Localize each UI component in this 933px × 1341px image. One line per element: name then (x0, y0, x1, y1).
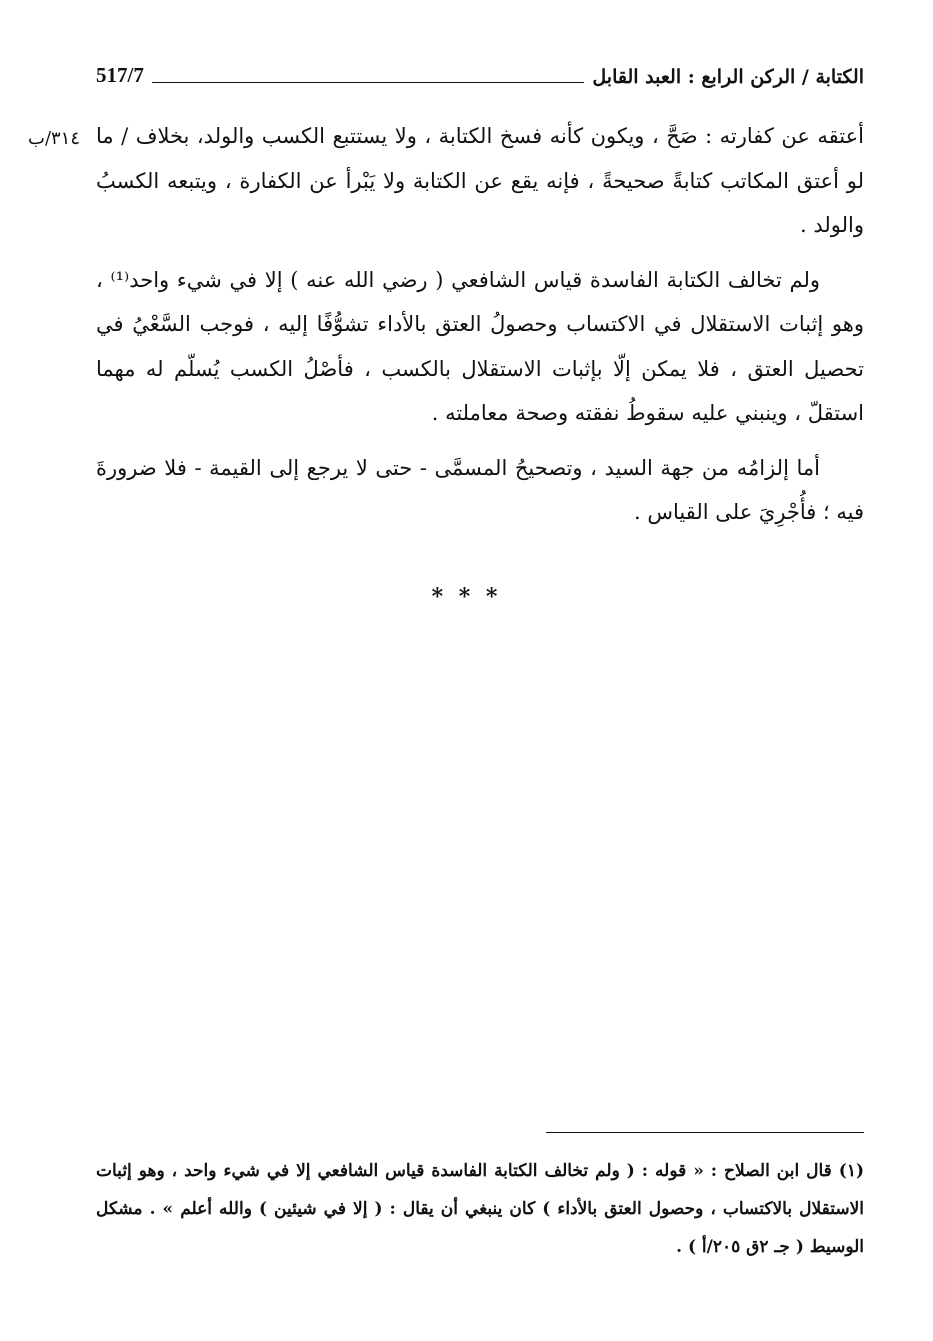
paragraph-3: أما إلزامُه من جهة السيد ، وتصحيحُ المسمَّى - حتى لا يرجع إلى القيمة - فلا ضرورةَ فيه ؛ فأُجْرِيَ على القياس . (96, 455, 864, 524)
footnote-1: (١) قال ابن الصلاح : « قوله : ( ولم تخالف الكتابة الفاسدة قياس الشافعي إلا في شيء واحد ، وهو إثبات الاستقلال بالاكتساب ، وحصول العتق بالأداء ) كان ينبغي أن يقال : ( إلا في شيئين ) والله أعلم » . مشكل الوسيط ( جـ ٢ق ٢٠٥/أ ) . (96, 1161, 864, 1257)
footnotes (96, 1152, 864, 1266)
paragraph-1: أعتقه عن كفارته : صَحَّ ، ويكون كأنه فسخ الكتابة ، ولا يستتبع الكسب والولد، بخلاف / ما لو أعتق المكاتب كتابةً صحيحةً ، فإنه يقع عن الكتابة ولا يَبْرأ عن الكفارة ، ويتبعه الكسبُ والولد . (96, 124, 864, 237)
running-header (96, 58, 864, 88)
page-number: 517/7 (96, 63, 144, 87)
header-title: الكتابة / الركن الرابع : العبد القابل (592, 66, 864, 88)
main-text (96, 114, 864, 535)
section-separator: * * * (431, 584, 502, 610)
manuscript-folio-note: ٣١٤/ب (28, 128, 81, 149)
header-rule (152, 82, 585, 83)
footnote-rule (546, 1132, 864, 1133)
paragraph-2: ولم تخالف الكتابة الفاسدة قياس الشافعي ( رضي الله عنه ) إلا في شيء واحد⁽¹⁾ ، وهو إثبات الاستقلال في الاكتساب وحصولُ العتق بالأداء تشوُّفًا إليه ، فوجب السَّعْيُ في تحصيل العتق ، فلا يمكن إلّا بإثبات الاستقلال بالكسب ، فأصْلُ الكسب يُسلّم له مهما استقلّ ، وينبني عليه سقوطُ نفقته وصحة معاملته . (96, 267, 864, 425)
